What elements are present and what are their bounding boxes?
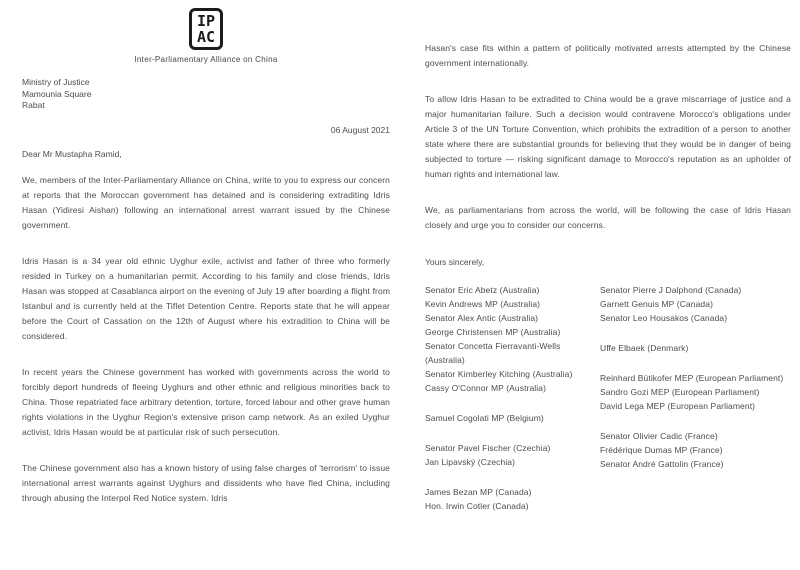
ipac-logo-text-top: IP [196,12,216,30]
signatory-group-canada-right [600,283,791,325]
letter-date: 06 August 2021 [330,124,390,135]
signatory: Senator Pavel Fischer (Czechia) [425,443,551,453]
paragraph-3: In recent years the Chinese government has worked with governments across the world to forcibly deport hundreds of fleeing Uyghurs and other ethnic and religious minorities back to China. Those repatriated face arbitrary detention, torture, forced labour and other grave human rights violations in the Uyghur Region's extensive prison camp network. As an exiled Uyghur activist, Idris Hasan would be at particular risk of such persecution. [22,366,390,437]
paragraph-4: The Chinese government also has a known history of using false charges of 'terrorism' to issue international arrest warrants against Uyghurs and dissidents who have fled China, including through abusing the Interpol Red Notice system. Idris [22,462,390,503]
paragraph-1: We, members of the Inter-Parliamentary Alliance on China, write to you to express our concern at reports that the Moroccan government has detained and is considering extraditing Idris Hasan (Yidiresi Aishan) following an international arrest warrant issued by the Chinese government. [22,174,390,230]
signatory: Senator Pierre J Dalphond (Canada) [600,285,742,295]
paragraph-5: Hasan's case fits within a pattern of politically motivated arrests attempted by the Chinese government internationally. [425,43,791,68]
signatory: Samuel Cogolati MP (Belgium) [425,413,544,423]
signatory: Kevin Andrews MP (Australia) [425,299,541,309]
signatory: Senator Alex Antic (Australia) [425,313,539,323]
paragraph-7: We, as parliamentarians from across the world, will be following the case of Idris Hasan closely and urge you to consider our concerns. [425,205,791,230]
signatory-group-denmark [600,341,791,355]
signatory-group-france [600,429,791,471]
signatories-column-1 [425,283,600,529]
signatory: Senator Kimberley Kitching (Australia) [425,369,573,379]
signatory: David Lega MEP (European Parliament) [600,401,756,411]
signatory: Senator Olivier Cadic (France) [600,431,718,441]
signatories-list [425,283,791,529]
signatory: Garnett Genuis MP (Canada) [600,299,713,309]
signatory: Senator Concetta Fierravanti-Wells (Australia) [425,341,561,365]
signatory: Senator Eric Abetz (Australia) [425,285,540,295]
signatory: Frédérique Dumas MP (France) [600,445,723,455]
recipient-line-3: Rabat [22,100,45,110]
signatory-group-european-parliament [600,371,791,413]
recipient-line-2: Mamounia Square [22,88,92,99]
signatory: Jan Lipavský (Czechia) [425,457,516,467]
signatory: George Christensen MP (Australia) [425,327,561,337]
signatory: Senator Leo Housakos (Canada) [600,313,728,323]
signatory: Sandro Gozi MEP (European Parliament) [600,387,760,397]
recipient-line-1: Ministry of Justice [22,77,90,87]
signatory: James Bezan MP (Canada) [425,487,532,497]
signatory-group-belgium [425,411,590,425]
signatory-group-canada-left [425,485,590,513]
paragraph-6: To allow Idris Hasan to be extradited to China would be a grave miscarriage of justice and a major humanitarian failure. Such a decision would contravene Morocco's obligations under Article 3 of the UN Torture Convention, which prohibits the extradition of a person to another state where there are substantial grounds for believing that they would be in danger of being subjected to torture — risking significant damage to Morocco's reputation as an upholder of human rights and international law. [425,94,791,179]
signatory-group-australia [425,283,590,395]
paragraph-2: Idris Hasan is a 34 year old ethnic Uyghur exile, activist and father of three who formerly resided in Turkey on a humanitarian permit. According to his family and close friends, Idris Hasan was stopped at Casablanca airport on the evening of July 19 after boarding a flight from Istanbul and is currently held at the Tiflet Detention Centre. Reports state that he will appear before the Court of Cassation on the 12th of August where his extradition to China will be considered. [22,255,390,341]
signatory-group-czechia [425,441,590,469]
salutation: Dear Mr Mustapha Ramid, [22,148,122,159]
ipac-logo-text-bottom: AC [196,28,216,46]
signatory: Reinhard Bütikofer MEP (European Parliament) [600,373,784,383]
signatory: Hon. Irwin Cotler (Canada) [425,501,529,511]
signatories-column-2 [600,283,791,487]
signatory: Senator André Gattolin (France) [600,459,724,469]
letterhead [22,0,390,64]
signatory: Cassy O'Connor MP (Australia) [425,383,547,393]
closing-line: Yours sincerely, [425,257,485,267]
org-name-caption: Inter-Parliamentary Alliance on China [134,55,278,64]
letter-page-2 [425,0,791,570]
ipac-logo [189,8,223,50]
signatory: Uffe Elbaek (Denmark) [600,343,689,353]
letter-page-1 [22,0,390,570]
recipient-address [22,77,390,112]
